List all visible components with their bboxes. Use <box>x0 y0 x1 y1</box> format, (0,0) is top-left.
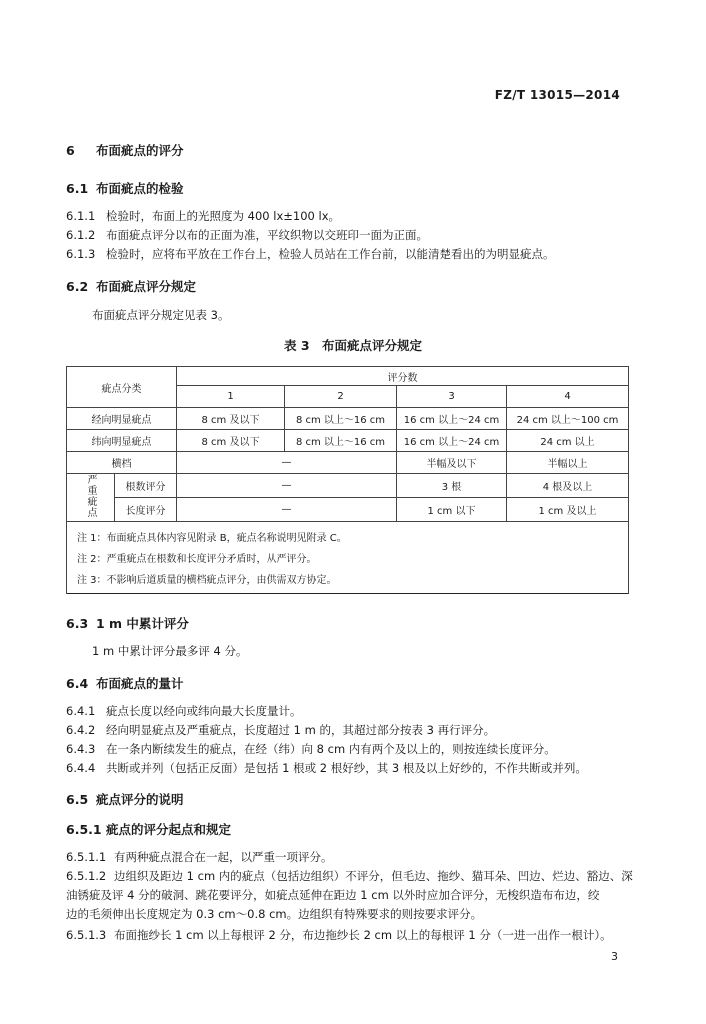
table-row <box>67 408 629 430</box>
score-col-2: 2 <box>285 386 397 408</box>
row-label-warp: 经向明显疵点 <box>67 408 177 430</box>
row-label-severe: 严重疵点 <box>67 474 115 522</box>
clause-6-1-1: 6.1.1 检验时，布面上的光照度为 400 lx±100 lx。 <box>66 209 341 223</box>
table-row <box>67 452 629 474</box>
heading-6-2: 6.2 布面疵点评分规定 <box>66 279 197 294</box>
clause-6-5-1-3: 6.5.1.3 布面拖纱长 1 cm 以上每根评 2 分，布边拖纱长 2 cm 以上的每根评 1 分（一进一出作一根计）。 <box>66 928 612 942</box>
table-row <box>67 498 629 522</box>
row-label-count-score: 根数评分 <box>115 474 177 498</box>
heading-6-1: 6.1 布面疵点的检验 <box>66 181 184 196</box>
table-cell: 16 cm 以上～24 cm <box>397 430 507 452</box>
table-cell: 半幅及以下 <box>397 452 507 474</box>
table-cell: 8 cm 以上～16 cm <box>285 430 397 452</box>
row-label-filling-bar: 横档 <box>67 452 177 474</box>
clause-6-5-1-2-cont-2: 边的毛须伸出长度规定为 0.3 cm～0.8 cm。边组织有特殊要求的则按要求评分。 <box>66 907 483 921</box>
heading-6: 6 布面疵点的评分 <box>66 143 184 158</box>
table-cell: 8 cm 及以下 <box>177 430 285 452</box>
table-row <box>67 474 629 498</box>
defect-grading-table <box>66 366 629 594</box>
header-score-group: 评分数 <box>177 367 629 386</box>
table-cell: 3 根 <box>397 474 507 498</box>
score-col-4: 4 <box>507 386 629 408</box>
heading-6-3: 6.3 1 m 中累计评分 <box>66 616 189 631</box>
paragraph-6-2: 布面疵点评分规定见表 3。 <box>92 308 230 322</box>
header-defect-class: 疵点分类 <box>67 367 177 408</box>
table-cell: — <box>177 474 397 498</box>
table-cell: 16 cm 以上～24 cm <box>397 408 507 430</box>
paragraph-6-3: 1 m 中累计评分最多评 4 分。 <box>92 644 248 658</box>
table-note-1: 注 1：布面疵点具体内容见附录 B，疵点名称说明见附录 C。 <box>67 522 629 548</box>
table-note-2: 注 2：严重疵点在根数和长度评分矛盾时，从严评分。 <box>67 547 629 568</box>
row-label-length-score: 长度评分 <box>115 498 177 522</box>
clause-6-5-1-2: 6.5.1.2 边组织及距边 1 cm 内的疵点（包括边组织）不评分，但毛边、拖纱、猫耳朵、凹边、烂边、豁边、深 <box>66 869 633 883</box>
clause-6-1-2: 6.1.2 布面疵点评分以布的正面为准，平纹织物以交班印一面为正面。 <box>66 228 428 242</box>
clause-6-1-3: 6.1.3 检验时，应将布平放在工作台上，检验人员站在工作台前，以能清楚看出的为明显疵点。 <box>66 247 555 261</box>
table-cell: 1 cm 及以上 <box>507 498 629 522</box>
table-note-3: 注 3：不影响后道质量的横档疵点评分，由供需双方协定。 <box>67 568 629 594</box>
clause-6-5-1-2-cont-1: 油锈疵及评 4 分的破洞、跳花要评分，如疵点延伸在距边 1 cm 以外时应加合评分，无梭织造布布边，绞 <box>66 888 600 902</box>
clause-6-4-2: 6.4.2 经向明显疵点及严重疵点，长度超过 1 m 的，其超过部分按表 3 再行评分。 <box>66 723 496 737</box>
table-cell: 24 cm 以上 <box>507 430 629 452</box>
heading-6-5: 6.5 疵点评分的说明 <box>66 792 184 807</box>
table-caption: 表 3 布面疵点评分规定 <box>283 338 423 353</box>
page-number: 3 <box>611 950 618 963</box>
table-row <box>67 430 629 452</box>
table-cell: — <box>177 452 397 474</box>
row-label-weft: 纬向明显疵点 <box>67 430 177 452</box>
heading-6-4: 6.4 布面疵点的量计 <box>66 676 184 691</box>
table-cell: 8 cm 及以下 <box>177 408 285 430</box>
clause-6-4-3: 6.4.3 在一条内断续发生的疵点，在经（纬）向 8 cm 内有两个及以上的，则按连续长度评分。 <box>66 742 556 756</box>
clause-6-4-1: 6.4.1 疵点长度以经向或纬向最大长度量计。 <box>66 704 302 718</box>
table-cell: — <box>177 498 397 522</box>
clause-6-5-1-1: 6.5.1.1 有两种疵点混合在一起，以严重一项评分。 <box>66 850 333 864</box>
table-cell: 4 根及以上 <box>507 474 629 498</box>
table-cell: 24 cm 以上～100 cm <box>507 408 629 430</box>
table-cell: 8 cm 以上～16 cm <box>285 408 397 430</box>
score-col-1: 1 <box>177 386 285 408</box>
standard-number: FZ/T 13015—2014 <box>494 88 620 102</box>
table-cell: 半幅以上 <box>507 452 629 474</box>
heading-6-5-1: 6.5.1 疵点的评分起点和规定 <box>66 822 232 837</box>
score-col-3: 3 <box>397 386 507 408</box>
clause-6-4-4: 6.4.4 共断或并列（包括正反面）是包括 1 根或 2 根好纱，其 3 根及以上好纱的，不作共断或并列。 <box>66 761 587 775</box>
table-cell: 1 cm 以下 <box>397 498 507 522</box>
